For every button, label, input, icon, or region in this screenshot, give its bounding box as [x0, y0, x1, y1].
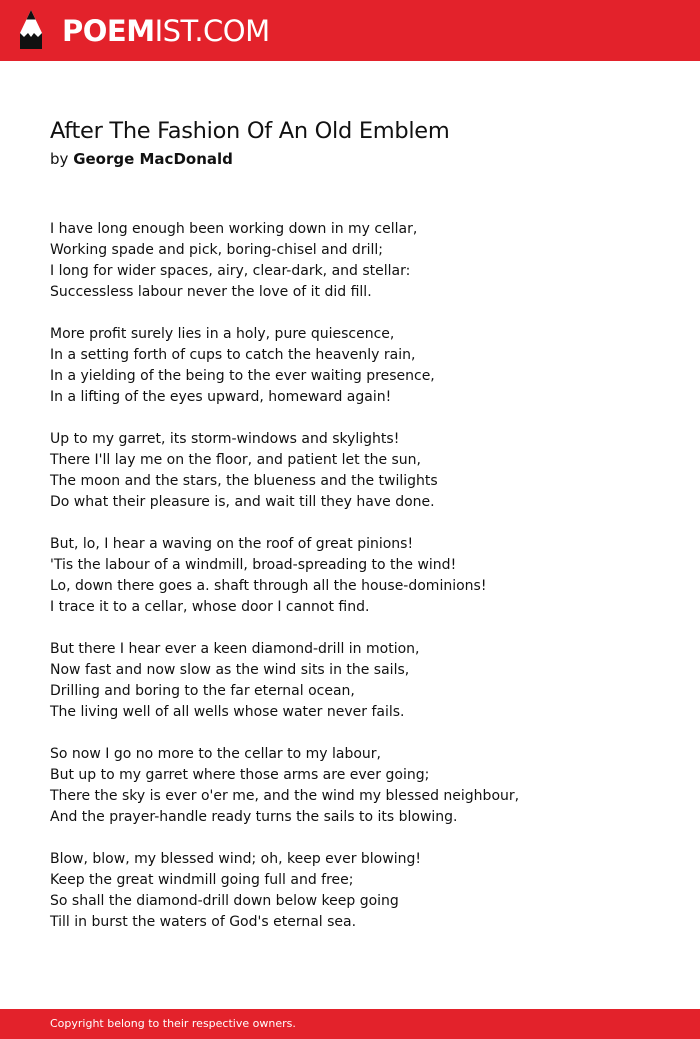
site-logo-text[interactable] — [62, 11, 270, 51]
poem-line: I long for wider spaces, airy, clear-dark, and stellar: — [50, 263, 411, 279]
pencil-tip-icon[interactable] — [18, 9, 44, 51]
by-label: by — [50, 150, 69, 168]
poem-line: There the sky is ever o'er me, and the wind my blessed neighbour, — [50, 788, 520, 804]
brand-bold-part: POEM — [62, 14, 155, 48]
poem-line: Drilling and boring to the far eternal ocean, — [50, 683, 355, 699]
poem-line: Successless labour never the love of it did fill. — [50, 284, 372, 300]
poem-line: Till in burst the waters of God's eternal sea. — [50, 914, 357, 930]
stanza — [50, 219, 670, 303]
stanza — [50, 324, 670, 408]
poem-line: So now I go no more to the cellar to my labour, — [50, 746, 382, 762]
poem-body — [50, 219, 670, 954]
poem-line: Now fast and now slow as the wind sits in the sails, — [50, 662, 410, 678]
poem-line: 'Tis the labour of a windmill, broad-spreading to the wind! — [50, 557, 457, 573]
site-header — [0, 0, 700, 61]
poem-line: Keep the great windmill going full and free; — [50, 872, 354, 888]
poem-line: Up to my garret, its storm-windows and skylights! — [50, 431, 400, 447]
copyright-notice: Copyright belong to their respective owners. — [50, 1017, 296, 1030]
stanza — [50, 744, 670, 828]
author-name: George MacDonald — [73, 150, 233, 168]
poem-line: Lo, down there goes a. shaft through all the house-dominions! — [50, 578, 487, 594]
poem-line: The moon and the stars, the blueness and the twilights — [50, 473, 438, 489]
poem-line: Do what their pleasure is, and wait till they have done. — [50, 494, 435, 510]
poem-line: The living well of all wells whose water never fails. — [50, 704, 405, 720]
stanza — [50, 534, 670, 618]
poem-line: I trace it to a cellar, whose door I cannot find. — [50, 599, 370, 615]
poem-line: I have long enough been working down in my cellar, — [50, 221, 418, 237]
poem-line: In a yielding of the being to the ever waiting presence, — [50, 368, 435, 384]
poem-line: More profit surely lies in a holy, pure quiescence, — [50, 326, 395, 342]
stanza — [50, 429, 670, 513]
poem-line: But up to my garret where those arms are ever going; — [50, 767, 430, 783]
poem-line: So shall the diamond-drill down below keep going — [50, 893, 399, 909]
byline — [50, 149, 233, 169]
brand-light-part: IST.COM — [154, 14, 270, 48]
poem-line: Working spade and pick, boring-chisel and drill; — [50, 242, 383, 258]
poem-line: In a setting forth of cups to catch the heavenly rain, — [50, 347, 416, 363]
stanza — [50, 849, 670, 933]
poem-line: In a lifting of the eyes upward, homeward again! — [50, 389, 392, 405]
poem-line: But there I hear ever a keen diamond-drill in motion, — [50, 641, 420, 657]
poem-title: After The Fashion Of An Old Emblem — [50, 118, 450, 144]
stanza — [50, 639, 670, 723]
poem-line: But, lo, I hear a waving on the roof of great pinions! — [50, 536, 414, 552]
site-footer — [0, 1009, 700, 1039]
poem-line: And the prayer-handle ready turns the sails to its blowing. — [50, 809, 458, 825]
poem-line: Blow, blow, my blessed wind; oh, keep ever blowing! — [50, 851, 421, 867]
poem-line: There I'll lay me on the floor, and patient let the sun, — [50, 452, 421, 468]
